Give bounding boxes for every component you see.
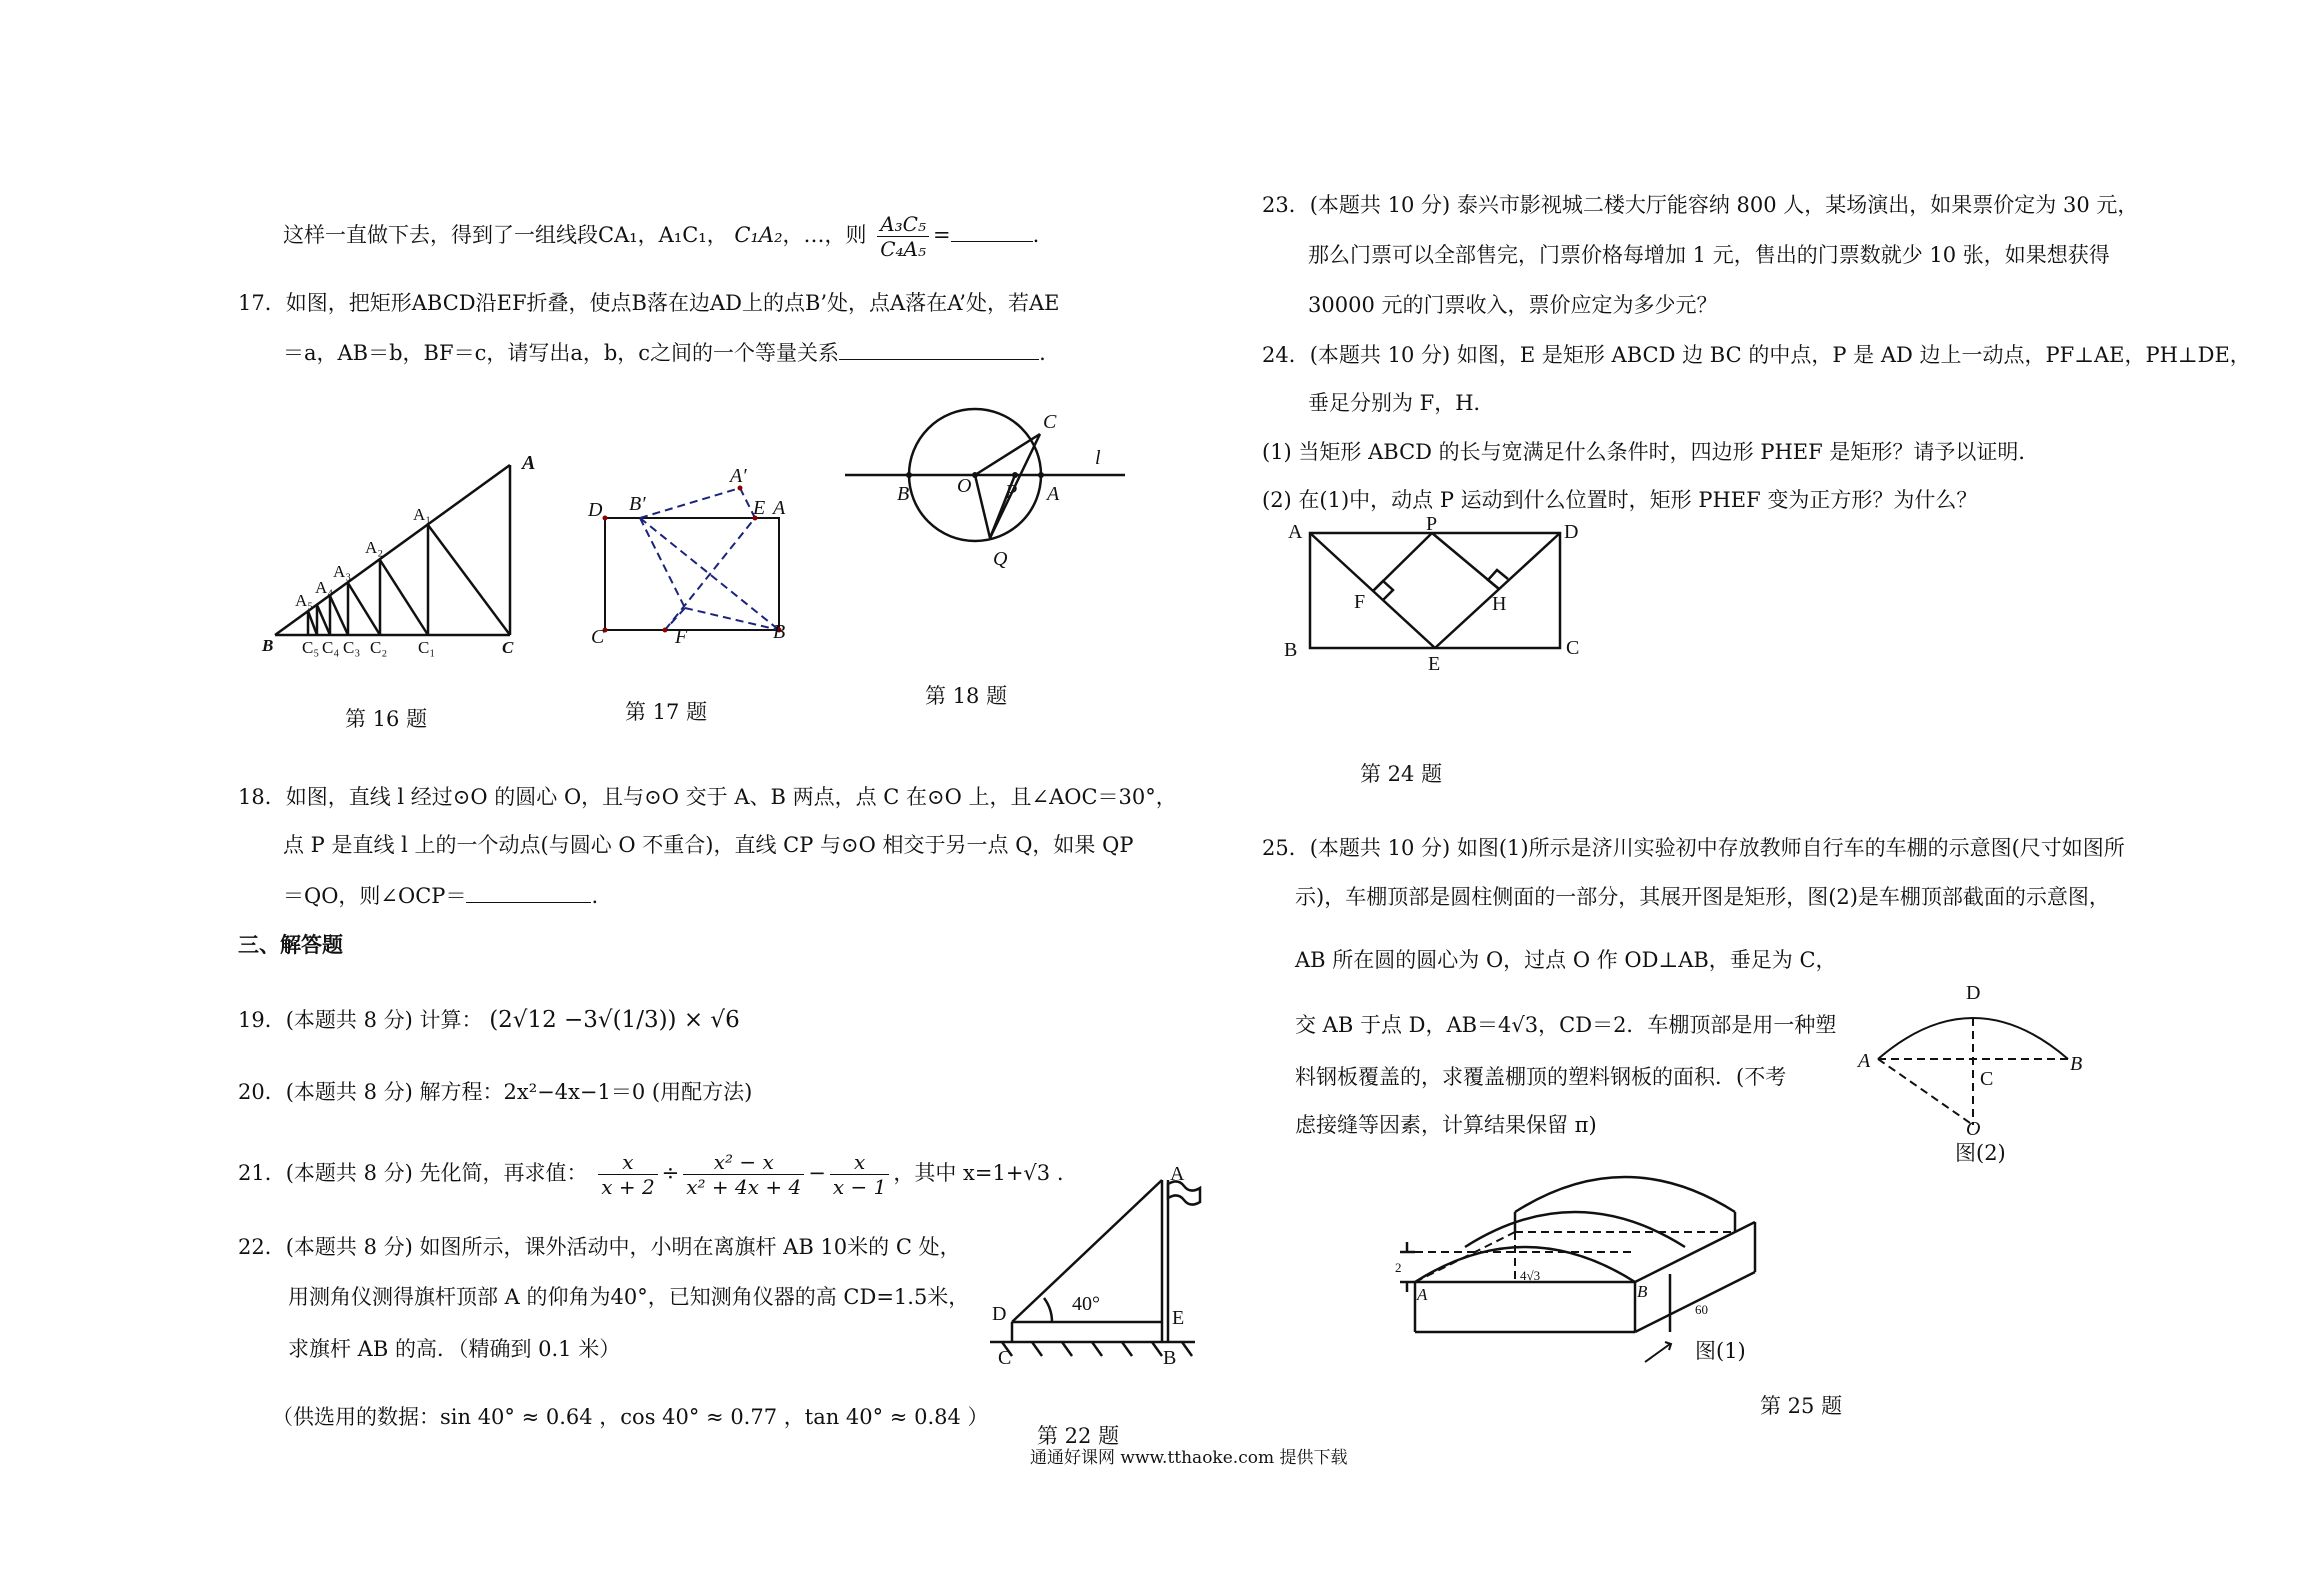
- f17-F: F: [675, 626, 688, 648]
- fig17-caption: 第 17 题: [625, 700, 708, 724]
- fig24-caption: 第 24 题: [1360, 762, 1443, 786]
- q25-line3: AB 所在圆的圆心为 O，过点 O 作 OD⊥AB，垂足为 C，: [1295, 948, 1837, 972]
- figure-25-1: [1395, 1172, 1735, 1372]
- f16-C1: C₁: [418, 638, 436, 657]
- f17-C: C: [591, 626, 605, 648]
- q18-answer-blank[interactable]: [466, 880, 591, 903]
- f17-Aprime: A′: [730, 465, 747, 487]
- q21: 21．(本题共 8 分) 先化简，再求值： $\frac{x}{x + 2}$ ÷ $\frac{\text{x² − x}}{\text{x² + 4x + 4}}$ − $\frac{x}{x - 1}$ ，其中 x=1+√3 .: [238, 1150, 1064, 1199]
- f16-B: B: [262, 636, 274, 655]
- f24-C: C: [1566, 637, 1580, 659]
- f16-A4: A₄: [315, 578, 334, 597]
- f24-D: D: [1564, 521, 1579, 543]
- q24-part1: (1) 当矩形 ABCD 的长与宽满足什么条件时，四边形 PHEF 是矩形？请予以证明．: [1262, 440, 2040, 464]
- q22-line2: 用测角仪测得旗杆顶部 A 的仰角为40°，已知测角仪器的高 CD=1.5米，: [288, 1285, 970, 1309]
- figure-24: [1280, 513, 1600, 675]
- q16-segment: C₁A₂: [734, 223, 783, 247]
- f16-C: C: [502, 638, 514, 657]
- f25-1-sixty: 60: [1695, 1302, 1708, 1317]
- figure-17: [585, 458, 805, 648]
- page-footer: 通通好课网 www.tthaoke.com 提供下载: [1030, 1448, 1348, 1468]
- fig25-2-label: 图(2): [1955, 1141, 2006, 1165]
- q22-data: （供选用的数据：sin 40° ≈ 0.64 ，cos 40° ≈ 0.77 ，tan 40° ≈ 0.84 ）: [272, 1405, 989, 1429]
- f25-2-B: B: [2070, 1053, 2083, 1075]
- f17-E: E: [753, 497, 766, 519]
- q24-line1: 24．(本题共 10 分) 如图，E 是矩形 ABCD 边 BC 的中点，P 是 AD 边上一动点，PF⊥AE，PH⊥DE，: [1262, 343, 2251, 367]
- f25-1-two: 2: [1395, 1260, 1402, 1275]
- q16-answer-blank[interactable]: [951, 219, 1033, 242]
- f24-H: H: [1492, 593, 1507, 615]
- q22-line3: 求旗杆 AB 的高．（精确到 0.1 米）: [288, 1337, 621, 1361]
- fig22-caption: 第 22 题: [1037, 1424, 1120, 1448]
- f16-A2: A₂: [365, 538, 384, 557]
- f24-P: P: [1426, 513, 1438, 535]
- q20: 20．(本题共 8 分) 解方程：2x²−4x−1＝0 (用配方法): [238, 1080, 753, 1104]
- q17-line2: ＝a，AB＝b，BF＝c，请写出a，b，c之间的一个等量关系 .: [283, 337, 1046, 368]
- f18-l: l: [1095, 447, 1101, 469]
- fig18-caption: 第 18 题: [925, 684, 1008, 708]
- f16-C4: C₄: [322, 638, 340, 657]
- q16-fraction: $\frac{\text{A₃C₅}}{\text{C₄A₅}}$: [877, 212, 929, 261]
- f17-A: A: [773, 497, 786, 519]
- q17-answer-blank[interactable]: [839, 337, 1039, 360]
- f24-B: B: [1284, 639, 1298, 661]
- f16-C5: C₅: [302, 638, 320, 657]
- q25-line1: 25．(本题共 10 分) 如图(1)所示是济川实验初中存放教师自行车的车棚的示意图(尺寸如图所: [1262, 836, 2125, 860]
- f25-1-A: A: [1417, 1285, 1428, 1304]
- fig16-caption: 第 16 题: [345, 707, 428, 731]
- f24-F: F: [1354, 591, 1366, 613]
- f16-A5: A₅: [295, 591, 314, 610]
- fig25-caption: 第 25 题: [1760, 1394, 1843, 1418]
- q25-line5: 料钢板覆盖的，求覆盖棚顶的塑料钢板的面积．(不考: [1295, 1065, 1787, 1089]
- f22-E: E: [1172, 1307, 1185, 1329]
- f16-A3: A₃: [333, 562, 352, 581]
- f17-Bprime: B′: [629, 493, 646, 515]
- q17-line1: 17．如图，把矩形ABCD沿EF折叠，使点B落在边AD上的点B’处，点A落在A’处，若AE: [238, 291, 1060, 315]
- f22-angle: 40°: [1072, 1293, 1100, 1315]
- q19-expression: (2√12 −3√(1/3)) × √6: [489, 1007, 740, 1033]
- figure-22: [980, 1163, 1210, 1369]
- f22-A: A: [1170, 1163, 1185, 1185]
- f25-2-A: A: [1858, 1050, 1871, 1072]
- q18-line2: 点 P 是直线 l 上的一个动点(与圆心 O 不重合)，直线 CP 与⊙O 相交于另一点 Q，如果 QP: [283, 833, 1134, 857]
- f16-A1: A₁: [413, 505, 432, 524]
- f22-C: C: [998, 1347, 1012, 1369]
- q23-line3: 30000 元的门票收入，票价应定为多少元？: [1308, 293, 1718, 317]
- q18-line1: 18．如图，直线 l 经过⊙O 的圆心 O，且与⊙O 交于 A、B 两点，点 C 在⊙O 上，且∠AOC＝30°，: [238, 785, 1177, 809]
- f17-B: B: [773, 621, 786, 643]
- f24-E: E: [1428, 653, 1441, 675]
- f25-1-B: B: [1637, 1282, 1648, 1301]
- q24-line2: 垂足分别为 F，H．: [1308, 391, 1495, 415]
- f18-A: A: [1047, 483, 1060, 505]
- f18-Q: Q: [993, 548, 1008, 570]
- q23-line1: 23．(本题共 10 分) 泰兴市影视城二楼大厅能容纳 800 人，某场演出，如果票价定为 30 元，: [1262, 193, 2139, 217]
- fig25-1-label: 图(1): [1695, 1339, 1746, 1363]
- q25-line2: 示)，车棚顶部是圆柱侧面的一部分，其展开图是矩形，图(2)是车棚顶部截面的示意图，: [1295, 885, 2110, 909]
- q25-line4: 交 AB 于点 D，AB＝4√3，CD＝2．车棚顶部是用一种塑: [1295, 1013, 1837, 1037]
- f16-A: A: [522, 452, 536, 474]
- f18-O: O: [957, 475, 972, 497]
- q23-line2: 那么门票可以全部售完，门票价格每增加 1 元，售出的门票数就少 10 张，如果想获得: [1308, 243, 2110, 267]
- f25-2-D: D: [1966, 982, 1981, 1004]
- f24-A: A: [1288, 521, 1303, 543]
- figure-16: [262, 452, 580, 657]
- f18-B: B: [897, 483, 910, 505]
- f17-D: D: [588, 499, 603, 521]
- f22-D: D: [992, 1303, 1007, 1325]
- q25-line6: 虑接缝等因素，计算结果保留 π): [1295, 1113, 1597, 1137]
- f25-1-length: 4√3: [1520, 1268, 1541, 1283]
- q24-part2: (2) 在(1)中，动点 P 运动到什么位置时，矩形 PHEF 变为正方形？为什么？: [1262, 488, 1978, 512]
- q16-continuation: 这样一直做下去，得到了一组线段CA₁，A₁C₁， C₁A₂，…，则 $\frac{\text{A₃C₅}}{\text{C₄A₅}}$ = .: [283, 212, 1040, 261]
- f25-2-O: O: [1966, 1118, 1981, 1140]
- f25-2-C: C: [1980, 1068, 1994, 1090]
- section-3-heading: 三、解答题: [238, 932, 343, 957]
- f18-P: P: [1005, 481, 1018, 503]
- f16-C2: C₂: [370, 638, 388, 657]
- q22-line1: 22．(本题共 8 分) 如图所示，课外活动中，小明在离旗杆 AB 10米的 C 处，: [238, 1235, 961, 1259]
- q19: 19．(本题共 8 分) 计算： (2√12 −3√(1/3)) × √6: [238, 1007, 740, 1033]
- figure-18: [845, 400, 1135, 575]
- q18-line3: ＝QO，则∠OCP＝ .: [283, 880, 598, 911]
- f16-C3: C₃: [343, 638, 361, 657]
- f18-C: C: [1043, 411, 1057, 433]
- f22-B: B: [1163, 1347, 1177, 1369]
